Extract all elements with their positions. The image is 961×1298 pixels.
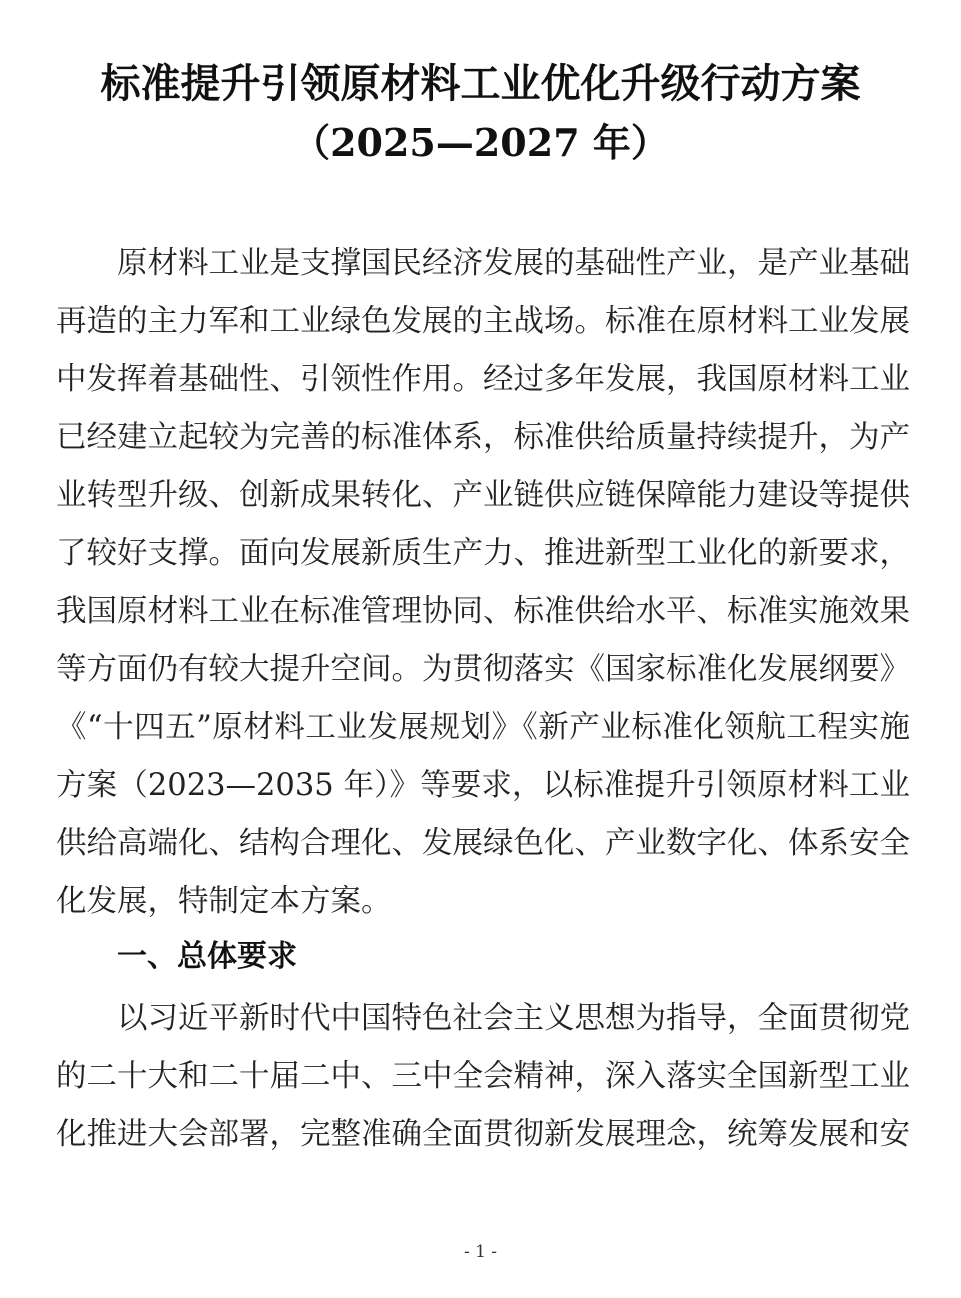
section-paragraph: 以习近平新时代中国特色社会主义思想为指导，全面贯彻党的二十大和二十届二中、三中全会精神，深入落实全国新型工业化推进大会部署，完整准确全面贯彻新发展理念，统筹发展和安: [56, 1001, 910, 1152]
document-title: 标准提升引领原材料工业优化升级行动方案: [100, 60, 861, 107]
document-subtitle: （2025—2027 年）: [292, 120, 669, 165]
page-number: - 1 -: [463, 1242, 498, 1262]
section-heading: 一、总体要求: [117, 939, 297, 974]
intro-paragraph: 原材料工业是支撑国民经济发展的基础性产业，是产业基础再造的主力军和工业绿色发展的主战场。标准在原材料工业发展中发挥着基础性、引领性作用。经过多年发展，我国原材料工业已经建立起较为完善的标准体系，标准供给质量持续提升，为产业转型升级、创新成果转化、产业链供应链保障能力建设等提供了较好支撑。面向发展新质生产力、推进新型工业化的新要求，我国原材料工业在标准管理协同、标准供给水平、标准实施效果等方面仍有较大提升空间。为贯彻落实《国家标准化发展纲要》《“十四五”原材料工业发展规划》《新产业标准化领航工程实施方案（2023—2035 年）》等要求，以标准提升引领原材料工业供给高端化、结构合理化、发展绿色化、产业数字化、体系安全化发展，特制定本方案。: [56, 246, 910, 919]
